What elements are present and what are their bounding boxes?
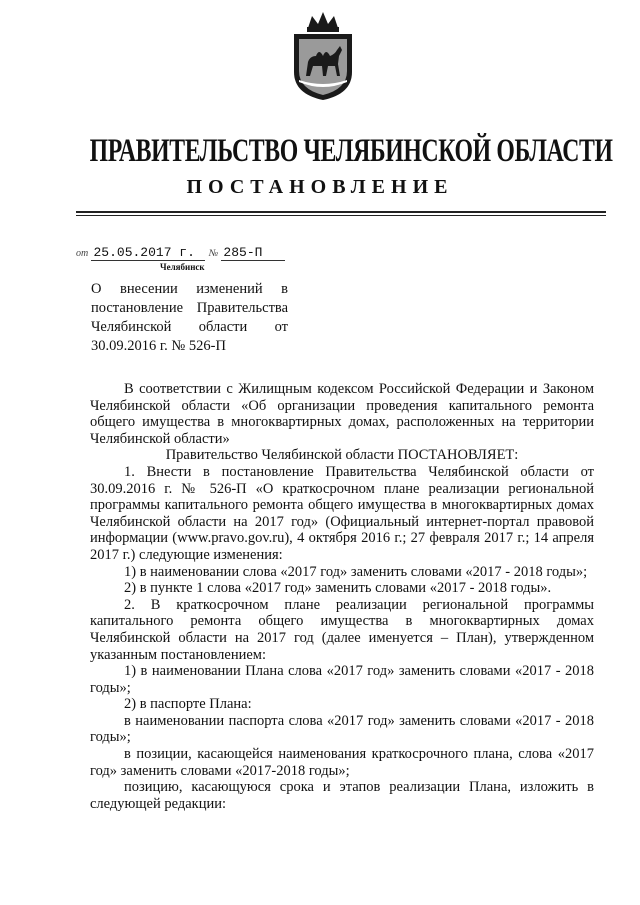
paragraph-item-1: 1. Внести в постановление Правительства Челябинской области от 30.09.2016 г. № 526-П «О краткосрочном плане реализации региональной программы капитального ремонта общего имущества в многоквартирных домах Челябинской области на 2017 год» (Официальный интернет-портал правовой информации (www.pravo.gov.ru), 4 октября 2016 г.; 27 февраля 2017 г.; 14 апреля 2017 г.) следующие изменения: [90,463,594,563]
number-label: № [208,248,219,259]
paragraph-item-2-1: 1) в наименовании Плана слова «2017 год» заменить словами «2017 - 2018 годы»; [90,663,594,696]
decree-body [90,381,594,812]
decree-date: 25.05.2017 г. [91,245,205,261]
decree-subject: О внесении изменений в постановление Правительства Челябинской области от 30.09.2016 г. № 526-П [91,281,288,354]
paragraph-preamble: В соответствии с Жилищным кодексом Российской Федерации и Законом Челябинской области «Об организации проведения капитального ремонта общего имущества в многоквартирных домах, расположенных на территории Челябинской области» [90,381,594,447]
document-type-title: ПОСТАНОВЛЕНИЕ [186,176,454,198]
paragraph-item-2: 2. В краткосрочном плане реализации региональной программы капитального ремонта общего имущества в многоквартирных домах Челябинской области на 2017 год (далее именуется – План), утвержденном указанным постановлением: [90,596,594,663]
paragraph-item-1-1: 1) в наименовании слова «2017 год» заменить словами «2017 - 2018 годы»; [124,563,588,580]
paragraph-plan-name-position: в позиции, касающейся наименования краткосрочного плана, слова «2017 год» заменить словами «2017-2018 годы»; [90,746,594,779]
header-divider-thin [76,215,606,216]
date-label: от [76,248,89,259]
paragraph-passport-name: в наименовании паспорта слова «2017 год» заменить словами «2017 - 2018 годы»; [90,712,594,746]
coat-of-arms-icon [288,10,358,102]
government-title: ПРАВИТЕЛЬСТВО ЧЕЛЯБИНСКОЙ ОБЛАСТИ [89,133,613,169]
decree-city: Челябинск [160,262,205,272]
paragraph-resolves: Правительство Челябинской области ПОСТАНОВЛЯЕТ: [165,447,519,464]
paragraph-item-1-2: 2) в пункте 1 слова «2017 год» заменить словами «2017 - 2018 годы». [124,580,552,597]
decree-details [76,244,285,264]
paragraph-term-position: позицию, касающуюся срока и этапов реализации Плана, изложить в следующей редакции: [90,779,594,812]
header-divider [76,211,606,213]
paragraph-item-2-2: 2) в паспорте Плана: [124,696,252,713]
decree-number: 285-П [221,245,285,261]
